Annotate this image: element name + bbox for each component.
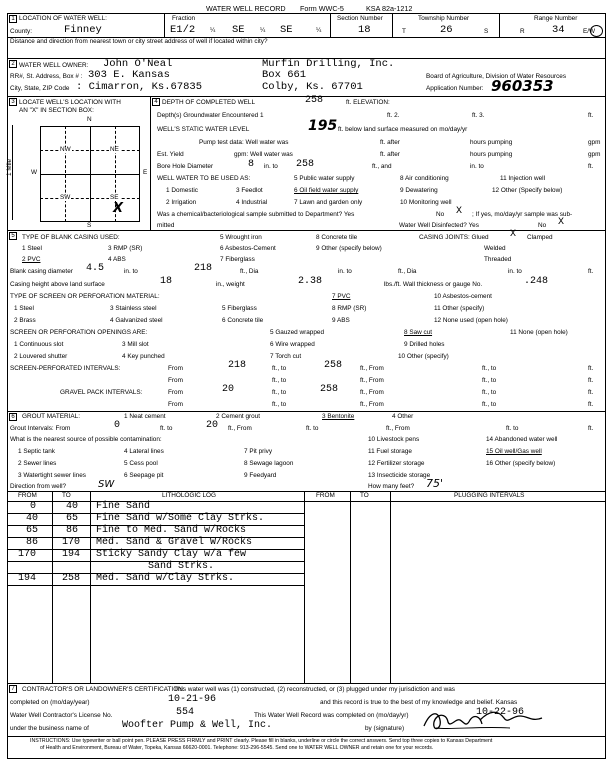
disinfected-no-label: No: [538, 222, 547, 229]
wall-label: lbs./ft. Wall thickness or gauge No.: [384, 281, 483, 288]
completed-label: completed on (mo/day/year): [10, 699, 90, 706]
open-drilled[interactable]: 9 Drilled holes: [404, 341, 445, 348]
use-lawn[interactable]: 7 Lawn and garden only: [294, 199, 363, 206]
bore-ft-and: ft., and: [372, 163, 392, 170]
disinfected-no-mark[interactable]: X: [558, 217, 565, 228]
gp2-ft-end: ft.: [588, 401, 594, 408]
screen-asbestos[interactable]: 10 Asbestos-cement: [434, 293, 492, 300]
spi-ft-to: ft., to: [272, 365, 287, 372]
screen-abs[interactable]: 9 ABS: [332, 317, 350, 324]
casing-rmp[interactable]: 3 RMP (SR): [108, 245, 143, 252]
gw-ft-end: ft.: [588, 112, 594, 119]
static-level-label: WELL'S STATIC WATER LEVEL: [157, 126, 250, 133]
contam-sewer[interactable]: 2 Sewer lines: [18, 460, 57, 467]
spi-from-value[interactable]: 218: [228, 360, 247, 371]
signature-label: by (signature): [365, 725, 405, 732]
disinfected-label: Water Well Disinfected? Yes: [399, 222, 479, 229]
log-row-from: 86: [26, 537, 39, 548]
screen-type-label: TYPE OF SCREEN OR PERFORATION MATERIAL:: [10, 293, 160, 300]
spi-to-value[interactable]: 258: [324, 360, 343, 371]
mile-label: 1 Mile: [6, 158, 13, 176]
distance-label: Distance and direction from nearest town or city street address of well if located within city?: [10, 38, 268, 45]
section-2-number: 2: [9, 60, 17, 68]
feet-value[interactable]: 75': [426, 477, 444, 490]
log-row-to: 170: [62, 537, 81, 548]
casing-asbestos[interactable]: 6 Asbestos-Cement: [220, 245, 276, 252]
open-wire[interactable]: 6 Wire wrapped: [270, 341, 315, 348]
section-3-number: 3: [9, 98, 17, 106]
diam-in-to-3: in. to: [508, 268, 522, 275]
elevation-label: ft. ELEVATION:: [346, 99, 390, 106]
form-number: Form WWC-5: [300, 4, 344, 13]
spi2-from: From: [168, 377, 183, 384]
yield-hours: hours pumping: [470, 151, 513, 158]
use-dewatering[interactable]: 9 Dewatering: [400, 187, 438, 194]
open-louvered[interactable]: 2 Louvered shutter: [14, 353, 68, 360]
plugging-intervals-header: PLUGGING INTERVALS: [454, 492, 525, 499]
yield-label: Est. Yield: [157, 151, 184, 158]
gi-ft-to-3: ft. to: [506, 425, 519, 432]
gw-ft-2: ft. 2.: [387, 112, 400, 119]
wall-value[interactable]: .248: [524, 276, 549, 287]
section-4-number: 4: [152, 98, 160, 106]
open-none[interactable]: 11 None (open hole): [510, 329, 568, 336]
joints-welded[interactable]: Welded: [484, 245, 506, 252]
grout-label: GROUT MATERIAL:: [22, 413, 80, 420]
contam-fertilizer[interactable]: 12 Fertilizer storage: [368, 460, 425, 467]
owner-value[interactable]: John O'Neal: [103, 58, 173, 70]
grout-from-value[interactable]: 0: [114, 420, 121, 431]
direction-label: Direction from well?: [10, 483, 67, 490]
open-gauzed[interactable]: 5 Gauzed wrapped: [270, 329, 325, 336]
use-industrial[interactable]: 4 Industrial: [236, 199, 268, 206]
diam-in-to: in. to: [124, 268, 138, 275]
section-5-number: 5: [9, 232, 17, 240]
log-row-desc: Fine Sand w/Some Clay Strks.: [96, 513, 265, 524]
contam-lagoon[interactable]: 8 Sewage lagoon: [244, 460, 294, 467]
true-text: and this record is true to the best of my knowledge and belief. Kansas: [320, 699, 518, 706]
yield-gpm: gpm: Well water was: [234, 151, 293, 158]
gp-ft-end: ft.: [588, 389, 594, 396]
log-row-from: 194: [18, 573, 37, 584]
log-row-to: 194: [62, 549, 81, 560]
use-domestic[interactable]: 1 Domestic: [166, 187, 198, 194]
grout-other[interactable]: 4 Other: [392, 413, 414, 420]
groundwater-label: Depth(s) Groundwater Encountered 1: [157, 112, 264, 119]
static-level-tail: ft. below land surface measured on mo/day/yr: [338, 126, 468, 133]
north-label: N: [87, 116, 92, 123]
diam-ft-dia: ft., Dia: [240, 268, 259, 275]
gp2-from: From: [168, 401, 183, 408]
screen-concrete[interactable]: 6 Concrete tile: [222, 317, 264, 324]
gp-ft-from: ft., From: [360, 389, 384, 396]
gi-ft-end: ft.: [588, 425, 594, 432]
screen-none[interactable]: 12 None used (open hole): [434, 317, 508, 324]
gp-from-value[interactable]: 20: [222, 384, 235, 395]
lithologic-log-header: LITHOLOGIC LOG: [162, 492, 216, 499]
log-row-desc: Med. Sand w/Clay Strks.: [96, 573, 235, 584]
use-feedlot[interactable]: 3 Feedlot: [236, 187, 263, 194]
contam-cess[interactable]: 5 Cess pool: [124, 460, 158, 467]
section-7-number: 7: [9, 685, 17, 693]
form-title: WATER WELL RECORD: [206, 4, 286, 13]
fraction-label: Fraction: [172, 15, 196, 22]
locate-title: LOCATE WELL'S LOCATION WITH: [19, 99, 121, 106]
casing-weight-value[interactable]: 2.38: [298, 276, 323, 287]
joints-clamped[interactable]: Clamped: [527, 234, 553, 241]
quarter-2-value[interactable]: SE: [280, 24, 293, 36]
casing-abs[interactable]: 4 ABS: [108, 256, 126, 263]
record-label: This Water Well Record was completed on (mo/day/yr): [254, 712, 409, 719]
quarter-mark: ¼: [260, 27, 266, 34]
section-1-number: 1: [9, 15, 17, 23]
grout-bentonite[interactable]: 3 Bentonite: [322, 413, 355, 420]
city-value[interactable]: : Cimarron, Ks.67835: [76, 81, 203, 93]
yield-after: ft. after: [380, 151, 400, 158]
instructions-line-2: of Health and Environment, Bureau of Water, Topeka, Kansas 66620-0001. Telephone: 913-296-5545. Send one to WATER WELL OWNER and retain one for your records.: [40, 745, 434, 751]
open-key[interactable]: 4 Key punched: [122, 353, 165, 360]
casing-concrete[interactable]: 8 Concrete tile: [316, 234, 358, 241]
range-label: Range Number: [534, 15, 578, 22]
direction-value[interactable]: SW: [98, 479, 115, 490]
log-row-from: 40: [26, 513, 39, 524]
bore-label: Bore Hole Diameter: [157, 163, 214, 170]
log-row-from: 65: [26, 525, 39, 536]
bore-in-to-2: in. to: [470, 163, 484, 170]
yield-gpm-end: gpm: [588, 151, 601, 158]
fraction-value[interactable]: E1/2: [170, 24, 196, 36]
pump-test-label: Pump test data: Well water was: [199, 139, 289, 146]
screen-pvc[interactable]: 7 PVC: [332, 293, 351, 300]
joints-threaded[interactable]: Threaded: [484, 256, 512, 263]
spi2-ft-to-2: ft., to: [482, 377, 497, 384]
application-value[interactable]: 960353: [491, 77, 554, 95]
casing-to-value[interactable]: 218: [194, 263, 213, 274]
plug-from-header: FROM: [316, 492, 335, 499]
range-r: R: [520, 28, 525, 35]
bore-value[interactable]: 8: [248, 159, 255, 170]
screen-brass[interactable]: 2 Brass: [14, 317, 36, 324]
feet-label: How many feet?: [368, 483, 415, 490]
log-row-to: 86: [66, 525, 79, 536]
license-value[interactable]: 554: [176, 707, 195, 718]
section-number-value[interactable]: 18: [358, 24, 371, 36]
contam-watertight[interactable]: 3 Watertight sewer lines: [18, 472, 86, 479]
joints-label: CASING JOINTS: Glued: [419, 234, 489, 241]
spi-from: From: [168, 365, 183, 372]
open-other[interactable]: 10 Other (specify): [398, 353, 449, 360]
use-irrigation[interactable]: 2 Irrigation: [166, 199, 197, 206]
log-row-to: 40: [66, 501, 79, 512]
log-row-from: 170: [18, 549, 37, 560]
use-oil-field[interactable]: 6 Oil field water supply: [294, 187, 359, 194]
owner-label: WATER WELL OWNER:: [19, 62, 89, 69]
company-value[interactable]: Murfin Drilling, Inc.: [262, 58, 395, 70]
spi2-ft-end: ft.: [588, 377, 594, 384]
ksa-number: KSA 82a-1212: [366, 4, 413, 13]
open-continuous[interactable]: 1 Continuous slot: [14, 341, 64, 348]
pump-gpm: gpm: [588, 139, 601, 146]
sw-label: SW: [60, 194, 71, 201]
quarter-mark: ¼: [316, 27, 322, 34]
grout-intervals-label: Grout Intervals: From: [10, 425, 71, 432]
screen-fiberglass[interactable]: 5 Fiberglass: [222, 305, 257, 312]
ne-label: NE: [110, 146, 119, 153]
open-torch[interactable]: 7 Torch cut: [270, 353, 302, 360]
form-border: [7, 13, 606, 759]
city-label: City, State, ZIP Code: [10, 85, 70, 92]
se-label: SE: [110, 194, 119, 201]
diam-in-to-2: in. to: [338, 268, 352, 275]
chem-no-label: No: [436, 211, 445, 218]
west-label: W: [31, 169, 38, 176]
casing-height-value[interactable]: 18: [160, 276, 173, 287]
license-label: Water Well Contractor's License No.: [10, 712, 113, 719]
casing-pvc[interactable]: 2 PVC: [22, 256, 41, 263]
diam-ft-end: ft.: [588, 268, 594, 275]
log-row-to: 258: [62, 573, 81, 584]
instructions-line-1: INSTRUCTIONS: Use typewriter or ball point pen. PLEASE PRESS FIRMLY and PRINT clearly. Please fill in blanks, underline or circle the correct answers. Send top three copies to Kansas Department: [30, 738, 493, 744]
board-label: Board of Agriculture, Division of Water Resources: [426, 73, 567, 80]
screen-intervals-label: SCREEN-PERFORATED INTERVALS:: [10, 365, 121, 372]
gi-ft-from: ft., From: [228, 425, 252, 432]
spi-ft-from: ft., From: [360, 365, 384, 372]
screen-galvanized[interactable]: 4 Galvanized steel: [110, 317, 163, 324]
gi-ft-to-2: ft. to: [306, 425, 319, 432]
chem-tail: ; If yes, mo/day/yr sample was sub-: [472, 211, 573, 218]
casing-wrought[interactable]: 5 Wrought iron: [220, 234, 262, 241]
openings-label: SCREEN OR PERFORATION OPENINGS ARE:: [10, 329, 148, 336]
application-label: Application Number:: [426, 85, 484, 92]
static-level-value[interactable]: 195: [308, 118, 338, 134]
quarter-mark: ¼: [210, 27, 216, 34]
log-row-desc: Fine to Med. Sand w/Rocks: [96, 525, 247, 536]
quarter-1-value[interactable]: SE: [232, 24, 245, 36]
certification-text: This water well was (1) constructed, (2) reconstructed, or (3) plugged under my jurisdiction and was: [174, 686, 455, 693]
gp-from: From: [168, 389, 183, 396]
contam-other[interactable]: 16 Other (specify below): [486, 460, 556, 467]
business-value[interactable]: Woofter Pump & Well, Inc.: [122, 720, 273, 731]
section-number-label: Section Number: [337, 15, 383, 22]
grout-to-value[interactable]: 20: [206, 420, 219, 431]
south-label: S: [87, 222, 92, 229]
contam-feedyard[interactable]: 9 Feedyard: [244, 472, 277, 479]
grout-cement[interactable]: 2 Cement grout: [216, 413, 261, 420]
well-location-mark[interactable]: X: [113, 201, 124, 216]
grout-neat[interactable]: 1 Neat cement: [124, 413, 166, 420]
bore-to-value[interactable]: 258: [296, 159, 315, 170]
gp2-ft-from: ft., From: [360, 401, 384, 408]
west-circle-mark: [590, 25, 603, 37]
contam-pit[interactable]: 7 Pit privy: [244, 448, 273, 455]
casing-diameter-value[interactable]: 4.5: [86, 263, 105, 274]
location-label: LOCATION OF WATER WELL:: [19, 15, 107, 22]
east-label: E: [143, 169, 148, 176]
nw-label: NW: [60, 146, 71, 153]
box-value[interactable]: Box 661: [262, 69, 307, 81]
spi2-ft-to: ft., to: [272, 377, 287, 384]
log-row-to: 65: [66, 513, 79, 524]
address-value[interactable]: 303 E. Kansas: [88, 69, 170, 81]
township-s: S: [484, 28, 489, 35]
gp2-ft-to: ft., to: [272, 401, 287, 408]
casing-type-label: TYPE OF BLANK CASING USED:: [22, 234, 120, 241]
screen-stainless[interactable]: 3 Stainless steel: [110, 305, 157, 312]
use-label: WELL WATER TO BE USED AS:: [157, 175, 251, 182]
use-injection[interactable]: 11 Injection well: [500, 175, 545, 182]
certification-label: CONTRACTOR'S OR LANDOWNER'S CERTIFICATION:: [22, 686, 185, 693]
log-row-desc: Sticky Sandy Clay w/a few: [96, 549, 247, 560]
range-value[interactable]: 34: [552, 24, 565, 36]
chem-mitted: mitted: [157, 222, 175, 229]
address-label: RR#, St. Address, Box # :: [10, 73, 83, 80]
pump-after: ft. after: [380, 139, 400, 146]
gp-ft-to-2: ft., to: [482, 389, 497, 396]
log-row-desc: Med. Sand & Gravel W/Rocks: [96, 537, 253, 548]
casing-steel[interactable]: 1 Steel: [22, 245, 42, 252]
use-monitoring[interactable]: 10 Monitoring well: [400, 199, 452, 206]
business-label: under the business name of: [10, 725, 89, 732]
chem-sample-label: Was a chemical/bacteriological sample submitted to Department? Yes: [157, 211, 355, 218]
city-2-value[interactable]: Colby, Ks. 67701: [262, 81, 363, 93]
log-to-header: TO: [62, 492, 71, 499]
diam-ft-dia-2: ft., Dia: [398, 268, 417, 275]
spi2-ft-from: ft., From: [360, 377, 384, 384]
log-row-from: 0: [30, 501, 37, 512]
log-from-header: FROM: [18, 492, 37, 499]
east-west-label: E/W: [583, 28, 596, 35]
gi-ft-from-2: ft., From: [386, 425, 410, 432]
use-public[interactable]: 5 Public water supply: [294, 175, 355, 182]
open-saw-cut[interactable]: 8 Saw cut: [404, 329, 433, 336]
contam-insecticide[interactable]: 13 Insecticide storage: [368, 472, 431, 479]
joints-glued-mark[interactable]: X: [510, 229, 517, 240]
log-row-desc: Fine Sand: [96, 501, 151, 512]
locate-subtitle: AN "X" IN SECTION BOX:: [19, 107, 94, 114]
depth-label: DEPTH OF COMPLETED WELL: [162, 99, 256, 106]
screen-other[interactable]: 11 Other (specify): [434, 305, 485, 312]
contam-oil-gas[interactable]: 15 Oil well/Gas well: [486, 448, 542, 455]
contam-lateral[interactable]: 4 Lateral lines: [124, 448, 164, 455]
spi-ft-end: ft.: [588, 365, 594, 372]
bore-ft-end: ft.: [588, 163, 594, 170]
pump-hours: hours pumping: [470, 139, 513, 146]
gp-ft-to: ft., to: [272, 389, 287, 396]
open-mill[interactable]: 3 Mill slot: [122, 341, 149, 348]
township-label: Township Number: [418, 15, 470, 22]
chem-no-mark[interactable]: X: [456, 206, 463, 217]
screen-rmp[interactable]: 8 RMP (SR): [332, 305, 367, 312]
depth-value[interactable]: 258: [305, 95, 324, 106]
casing-fiberglass[interactable]: 7 Fiberglass: [220, 256, 255, 263]
gravel-pack-label: GRAVEL PACK INTERVALS:: [60, 389, 143, 396]
county-label: County:: [10, 28, 33, 35]
gp2-ft-to-2: ft., to: [482, 401, 497, 408]
contam-fuel[interactable]: 11 Fuel storage: [368, 448, 412, 455]
gp-to-value[interactable]: 258: [320, 384, 339, 395]
bore-in-to: in. to: [264, 163, 278, 170]
section-6-number: 6: [9, 413, 17, 421]
use-other[interactable]: 12 Other (Specify below): [492, 187, 563, 194]
contam-livestock[interactable]: 10 Livestock pens: [368, 436, 420, 443]
township-t: T: [402, 28, 406, 35]
signature: [420, 706, 550, 736]
contam-abandoned[interactable]: 14 Abandoned water well: [486, 436, 558, 443]
contam-seepage[interactable]: 6 Seepage pit: [124, 472, 164, 479]
gw-ft-3: ft. 3.: [472, 112, 485, 119]
casing-diameter-label: Blank casing diameter: [10, 268, 73, 275]
use-air[interactable]: 8 Air conditioning: [400, 175, 449, 182]
contam-septic[interactable]: 1 Septic tank: [18, 448, 55, 455]
screen-steel[interactable]: 1 Steel: [14, 305, 34, 312]
completed-value[interactable]: 10-21-96: [168, 694, 217, 705]
contamination-label: What is the nearest source of possible contamination:: [10, 436, 162, 443]
log-row-desc: Sand Strks.: [148, 561, 215, 572]
casing-in-weight: in., weight: [216, 281, 245, 288]
record-value[interactable]: 10-22-96: [476, 707, 525, 718]
spi-ft-to-2: ft., to: [482, 365, 497, 372]
gi-ft-to: ft. to: [160, 425, 173, 432]
plug-to-header: TO: [360, 492, 369, 499]
casing-other[interactable]: 9 Other (specify below): [316, 245, 382, 252]
casing-height-label: Casing height above land surface: [10, 281, 105, 288]
township-value[interactable]: 26: [440, 24, 453, 36]
county-value[interactable]: Finney: [64, 24, 102, 36]
